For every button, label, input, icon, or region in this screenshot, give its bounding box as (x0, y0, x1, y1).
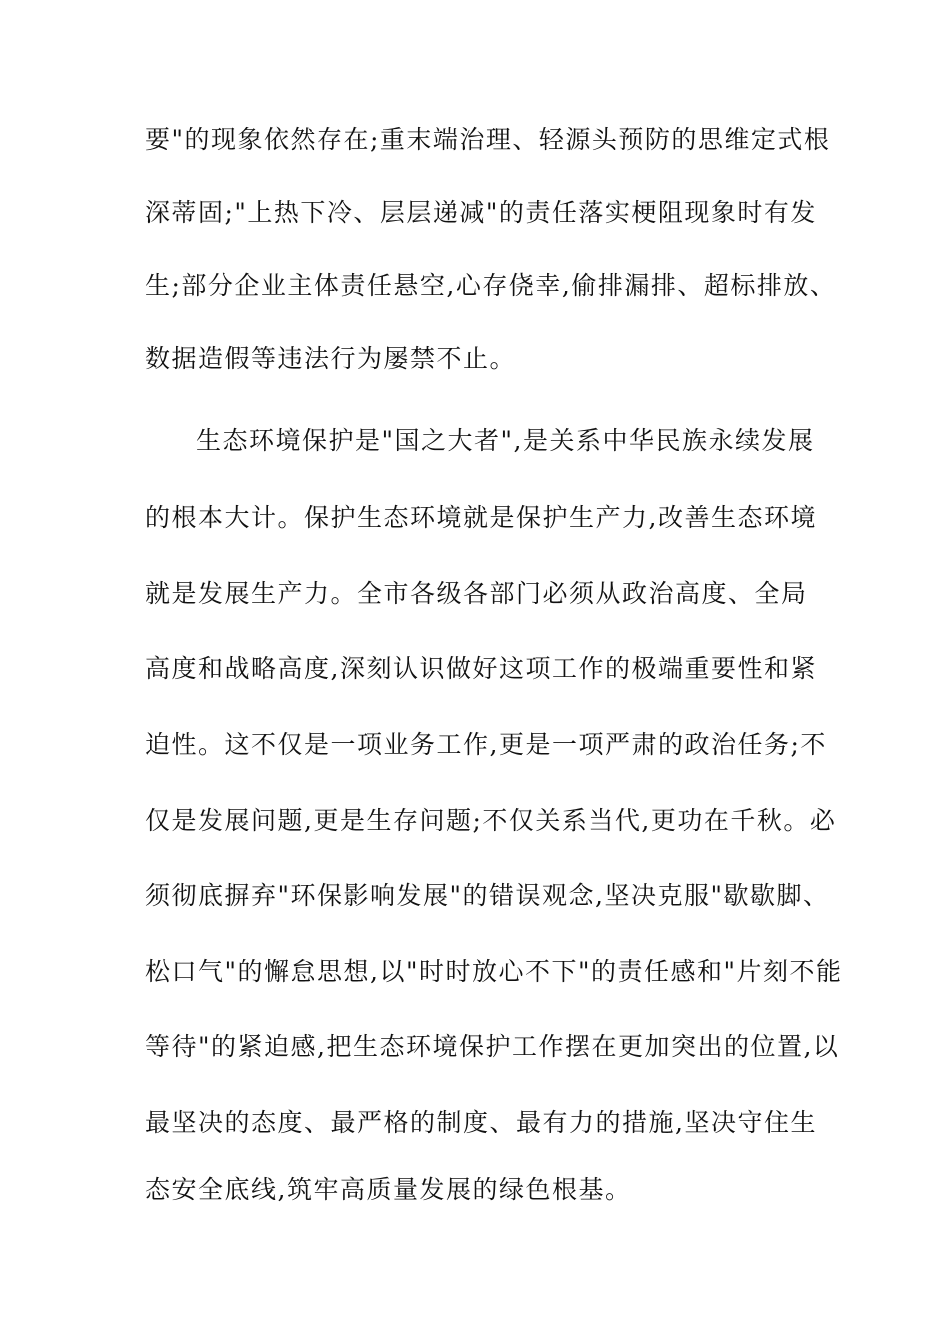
text-line: 的根本大计。保护生态环境就是保护生产力,改善生态环境 (145, 503, 817, 532)
text-line: 生态环境保护是"国之大者",是关系中华民族永续发展 (196, 426, 815, 455)
text-line: 高度和战略高度,深刻认识做好这项工作的极端重要性和紧 (145, 654, 817, 683)
text-line: 深蒂固;"上热下冷、层层递减"的责任落实梗阻现象时有发 (145, 198, 817, 227)
text-line: 要"的现象依然存在;重末端治理、轻源头预防的思维定式根 (145, 125, 831, 154)
text-line: 数据造假等违法行为屡禁不止。 (145, 344, 517, 373)
text-line: 态安全底线,筑牢高质量发展的绿色根基。 (145, 1175, 632, 1204)
text-line: 生;部分企业主体责任悬空,心存侥幸,偷排漏排、超标排放、 (145, 271, 837, 300)
text-line: 松口气"的懈怠思想,以"时时放心不下"的责任感和"片刻不能 (145, 957, 843, 986)
text-line: 就是发展生产力。全市各级各部门必须从政治高度、全局 (145, 579, 808, 608)
text-line: 须彻底摒弃"环保影响发展"的错误观念,坚决克服"歇歇脚、 (145, 881, 830, 910)
text-line: 最坚决的态度、最严格的制度、最有力的措施,坚决守住生 (145, 1108, 817, 1137)
text-line: 等待"的紧迫感,把生态环境保护工作摆在更加突出的位置,以 (145, 1032, 840, 1061)
text-line: 迫性。这不仅是一项业务工作,更是一项严肃的政治任务;不 (145, 730, 827, 759)
text-line: 仅是发展问题,更是生存问题;不仅关系当代,更功在千秋。必 (145, 806, 837, 835)
